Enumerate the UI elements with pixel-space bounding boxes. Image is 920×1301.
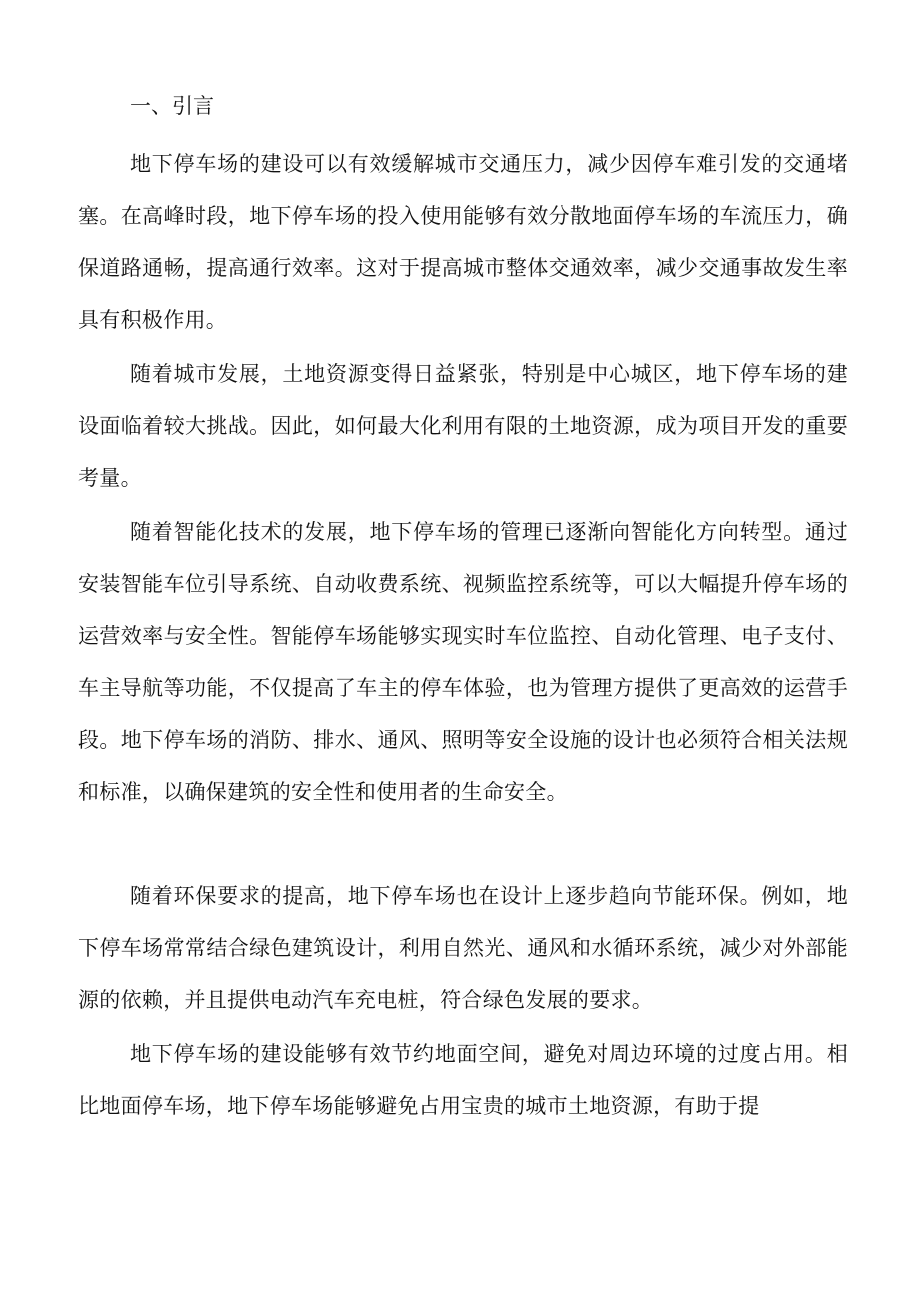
paragraph-space-saving: 地下停车场的建设能够有效节约地面空间，避免对周边环境的过度占用。相比地面停车场，地下停车场能够避免占用宝贵的城市土地资源，有助于提 <box>78 1042 848 1118</box>
paragraph-land-resources: 随着城市发展，土地资源变得日益紧张，特别是中心城区，地下停车场的建设面临着较大挑战。因此，如何最大化利用有限的土地资源，成为项目开发的重要考量。 <box>78 362 848 490</box>
paragraph-smart-management: 随着智能化技术的发展，地下停车场的管理已逐渐向智能化方向转型。通过安装智能车位引导系统、自动收费系统、视频监控系统等，可以大幅提升停车场的运营效率与安全性。智能停车场能够实现实时车位监控、自动化管理、电子支付、车主导航等功能，不仅提高了车主的停车体验，也为管理方提供了更高效的运营手段。地下停车场的消防、排水、通风、照明等安全设施的设计也必须符合相关法规和标准，以确保建筑的安全性和使用者的生命安全。 <box>78 520 848 804</box>
paragraph-traffic-relief: 地下停车场的建设可以有效缓解城市交通压力，减少因停车难引发的交通堵塞。在高峰时段，地下停车场的投入使用能够有效分散地面停车场的车流压力，确保道路通畅，提高通行效率。这对于提高城市整体交通效率，减少交通事故发生率具有积极作用。 <box>78 152 848 332</box>
paragraph-green-design: 随着环保要求的提高，地下停车场也在设计上逐步趋向节能环保。例如，地下停车场常常结合绿色建筑设计，利用自然光、通风和水循环系统，减少对外部能源的依赖，并且提供电动汽车充电桩，符合绿色发展的要求。 <box>78 884 848 1012</box>
section-heading: 一、引言 <box>130 94 214 118</box>
